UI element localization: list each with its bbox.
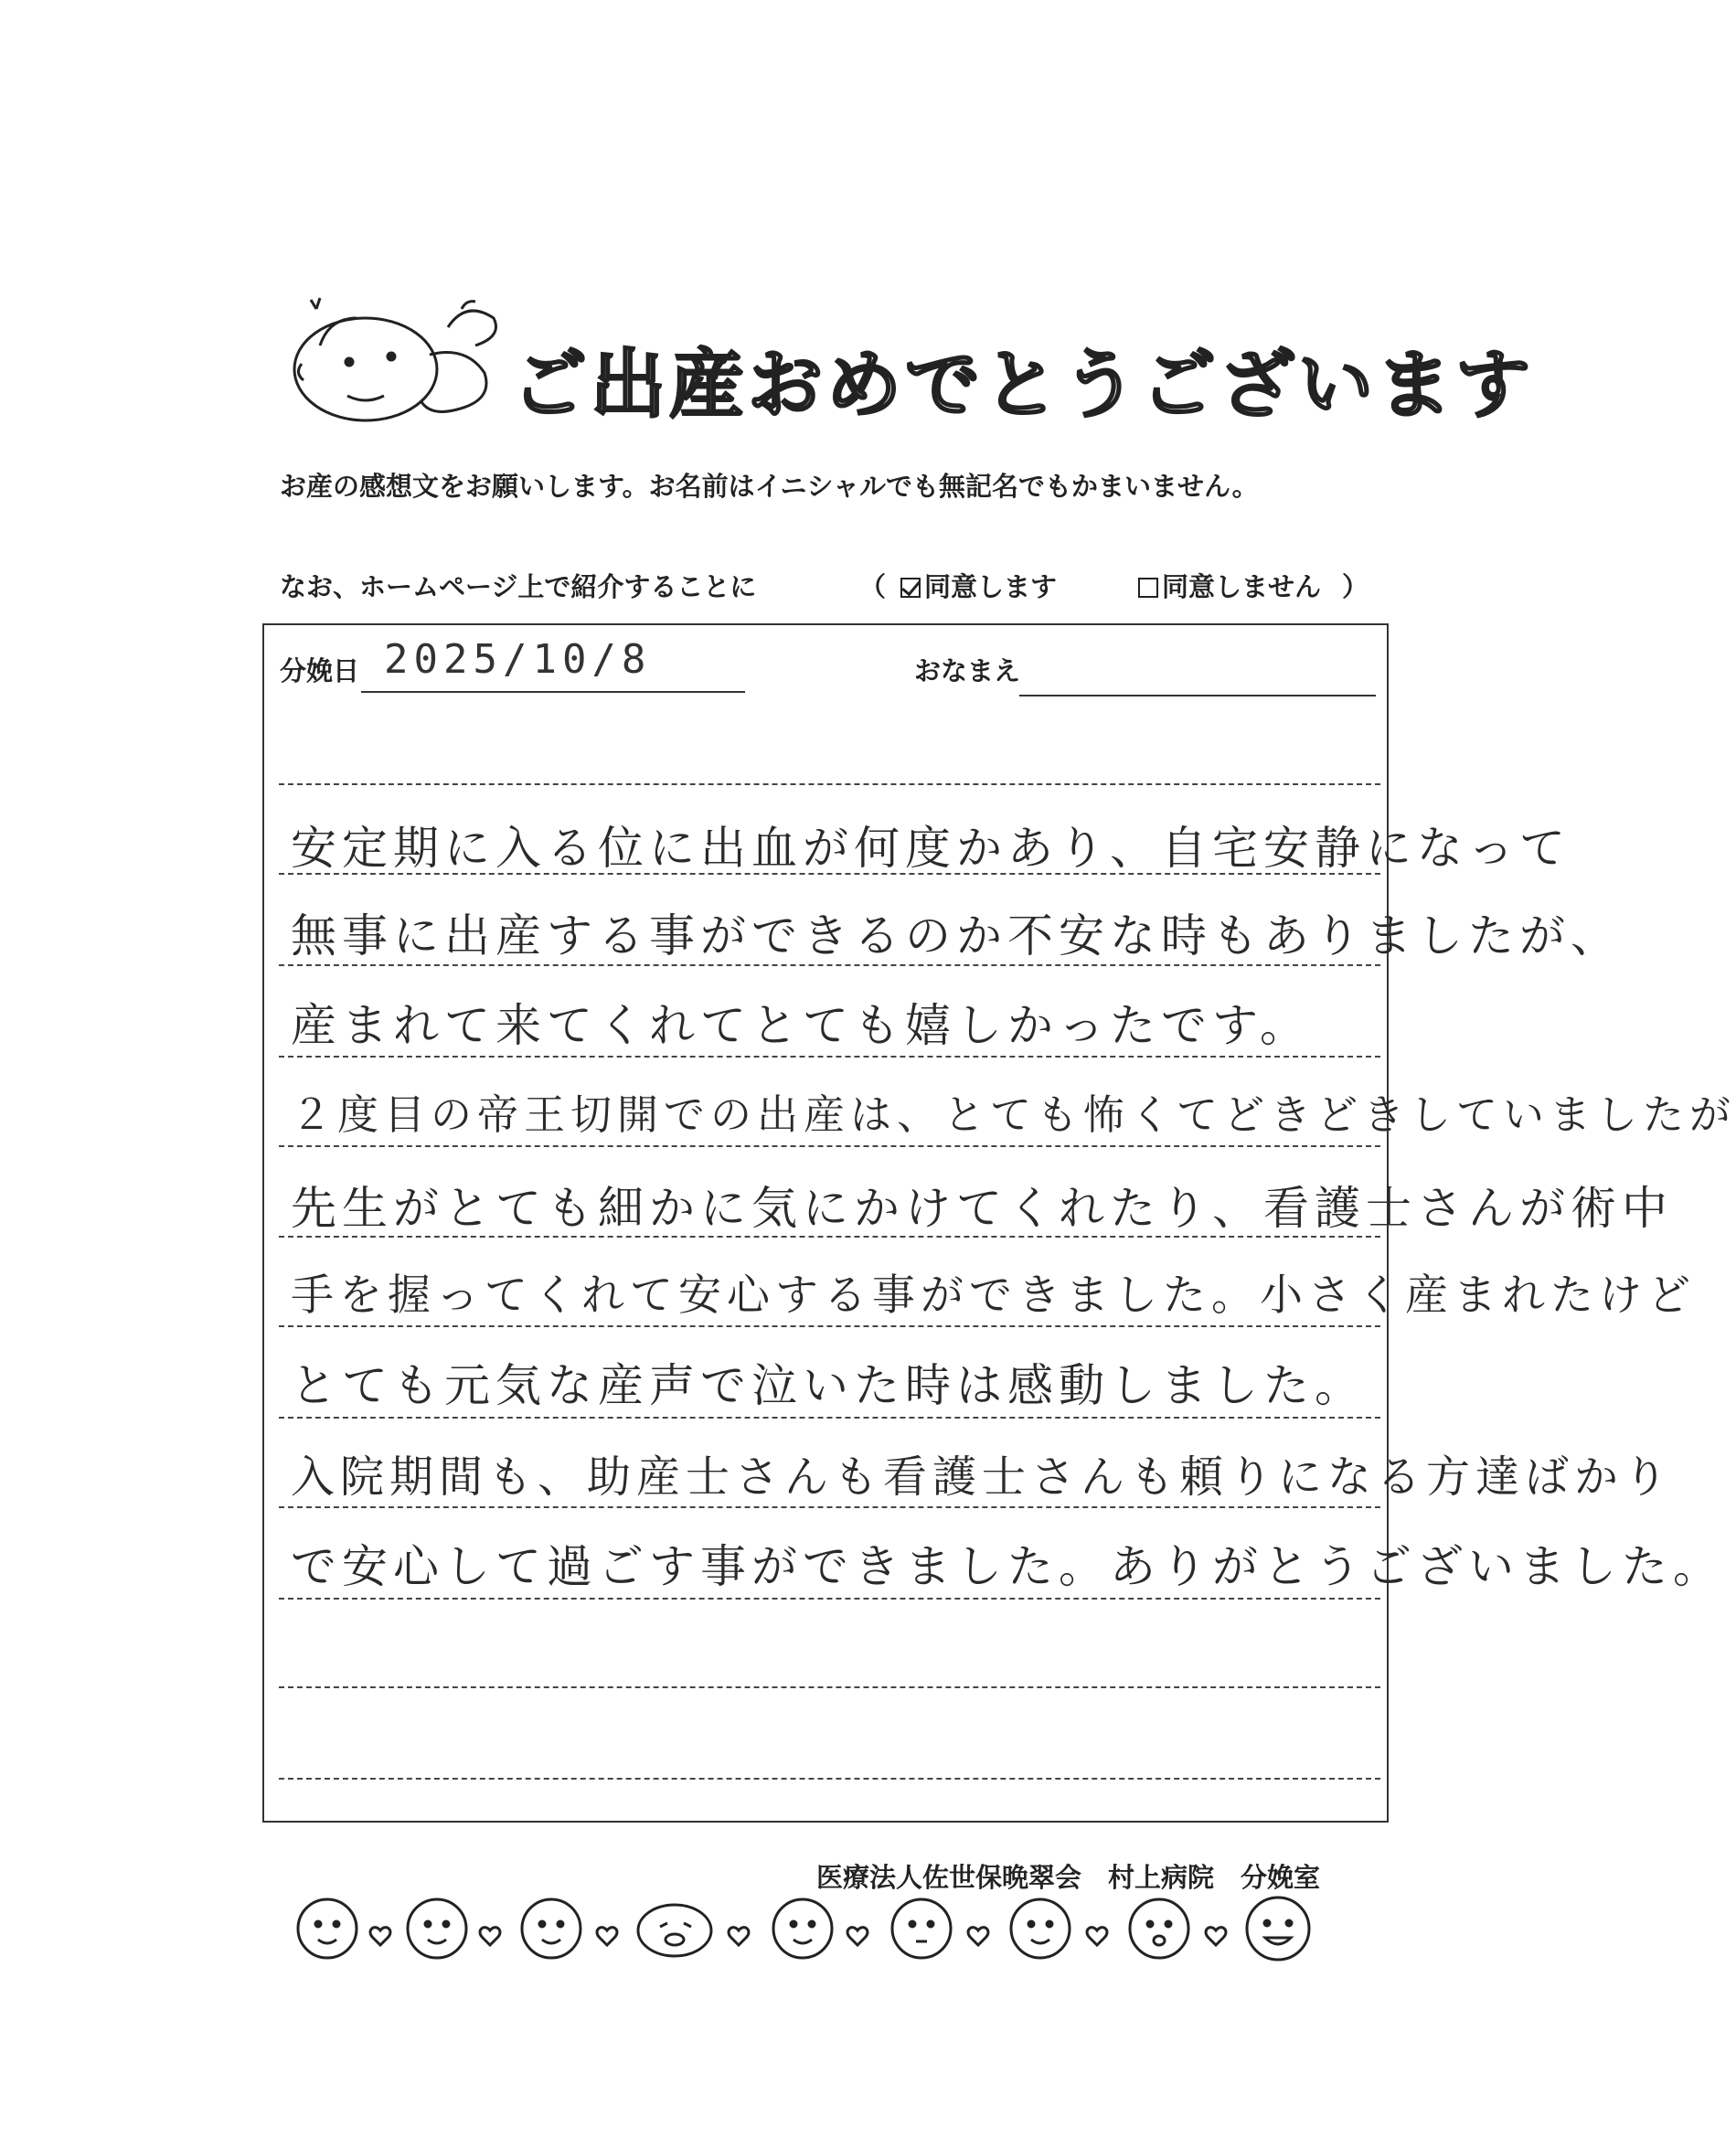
intro-text: お産の感想文をお願いします。お名前はイニシャルでも無記名でもかまいません。 [280,471,1259,502]
essay-line: 先生がとても細かに気にかけてくれたり、看護士さんが術中 [291,1182,1673,1235]
consent-close-paren: ） [1342,571,1369,602]
date-underline [361,691,745,693]
writing-rule [279,1506,1380,1508]
hospital-name: 医療法人佐世保晩翠会 村上病院 分娩室 [816,1862,1321,1893]
heart-icon [1206,1928,1226,1945]
date-label: 分娩日 [280,655,360,686]
page-title: ご出産おめでとうございます [512,342,1535,429]
baby-faces-border [291,1883,1397,1983]
disagree-label: 同意しません [1162,571,1322,602]
writing-rule [279,1145,1380,1147]
agree-checkbox[interactable] [900,578,921,598]
baby-face-icon [773,1899,832,1958]
baby-face-icon [892,1899,951,1958]
writing-rule [279,1778,1380,1780]
writing-rule [279,1325,1380,1327]
baby-face-icon [638,1905,711,1956]
consent-prefix: なお、ホームページ上で紹介することに [280,571,757,602]
heart-icon [847,1928,868,1945]
name-underline [1019,695,1376,696]
baby-face-icon [298,1899,357,1958]
baby-face-icon [1011,1899,1070,1958]
writing-rule [279,783,1380,785]
essay-line: 入院期間も、助産士さんも看護士さんも頼りになる方達ばかり [291,1451,1674,1503]
heart-icon [729,1928,749,1945]
essay-line: 安定期に入る位に出血が何度かあり、自宅安静になって [291,822,1571,875]
essay-line: 手を握ってくれて安心する事ができました。小さく産まれたけど [291,1271,1696,1321]
heart-icon [968,1928,988,1945]
writing-rule [279,1056,1380,1058]
disagree-checkbox[interactable] [1138,578,1158,598]
essay-line: とても元気な産声で泣いた時は感動しました。 [291,1359,1366,1412]
title-banner [283,291,1535,437]
baby-face-icon [1130,1899,1188,1958]
agree-label: 同意します [924,571,1058,602]
baby-face-icon [408,1899,466,1958]
writing-rule [279,1598,1380,1600]
consent-open-paren: （ [859,571,887,602]
heart-icon [597,1928,617,1945]
essay-line: 産まれて来てくれてとても嬉しかったです。 [291,999,1311,1052]
name-label: おなまえ [914,655,1021,686]
heart-icon [370,1928,390,1945]
essay-line: ２度目の帝王切開での出産は、とても怖くてどきどきしていましたが [291,1090,1736,1139]
essay-line: 無事に出産する事ができるのか不安な時もありましたが、 [291,909,1622,962]
baby-face-icon [1247,1898,1309,1960]
agree-option[interactable] [900,567,1057,604]
heart-icon [1087,1928,1107,1945]
writing-rule [279,1417,1380,1419]
baby-face-icon [522,1899,580,1958]
writing-rule [279,1686,1380,1688]
essay-line: で安心して過ごす事ができました。ありがとうございました。 [291,1540,1724,1593]
date-value[interactable]: 2025/10/8 [384,636,652,683]
heart-icon [480,1928,500,1945]
disagree-option[interactable] [1138,567,1321,604]
baby-illustration [283,291,521,437]
